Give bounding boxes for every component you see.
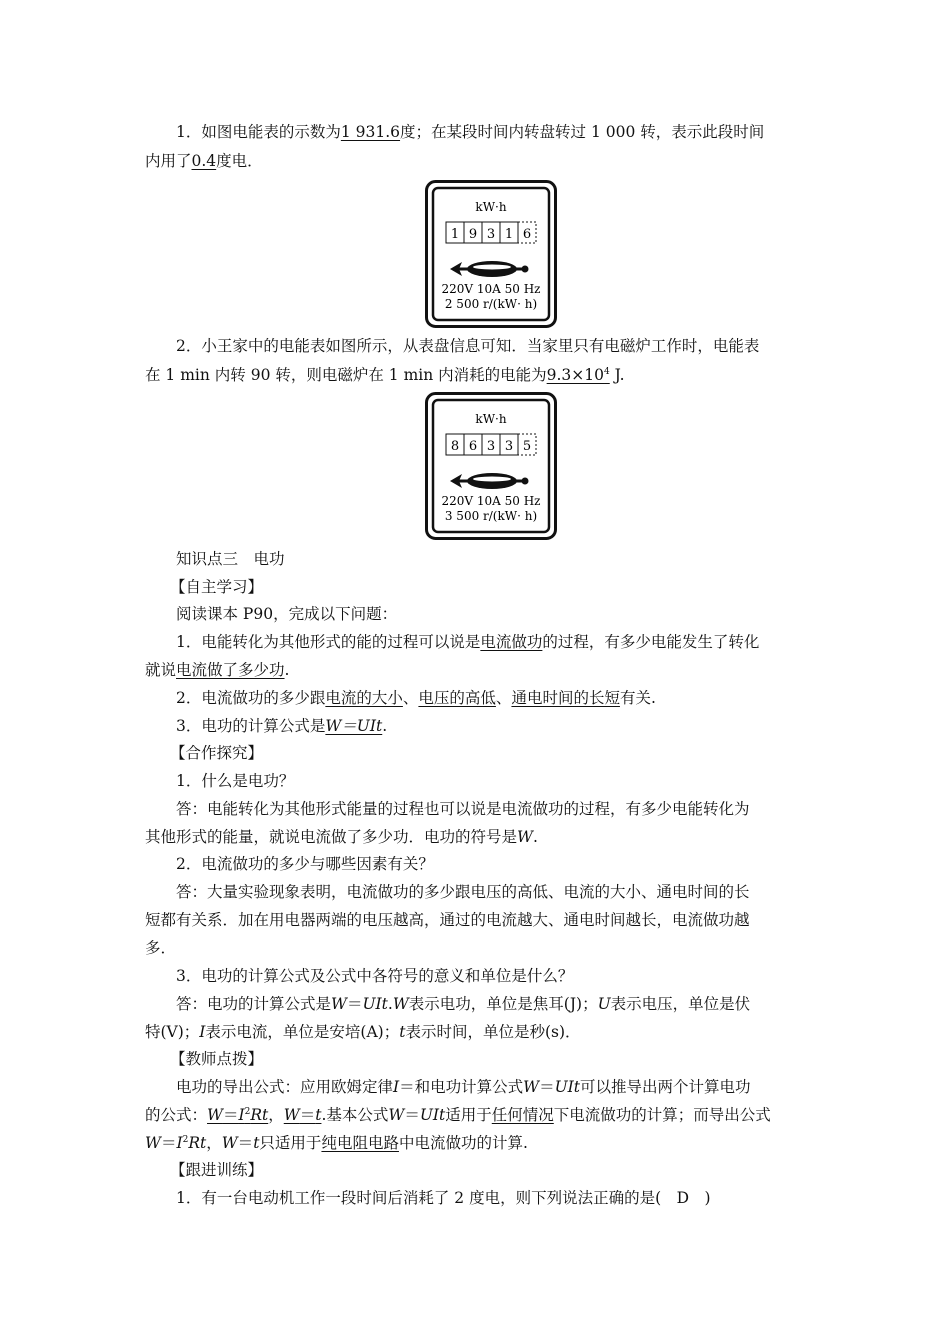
teacher-tip-line-2: 的公式：$W=I^2Rt$，W＝t.基本公式W＝UIt适用于任何情况下电流做功的计算；而导出公式 xyxy=(145,1106,771,1124)
q2-line-2: 在 1 min 内转 90 转，则电磁炉在 1 min 内消耗的电能为$9.3\times 10^4$ J. xyxy=(145,366,625,384)
meter-1-digit: 1 xyxy=(450,227,460,242)
meter-2-digit: 3 xyxy=(486,439,496,454)
derived-formula-2: W＝t xyxy=(283,1106,322,1124)
derived-formula-1: $W=I^2Rt$ xyxy=(207,1106,269,1124)
inquiry-question-1: 1．什么是电功？ xyxy=(176,772,295,790)
inquiry-question-2: 2．电流做功的多少与哪些因素有关？ xyxy=(176,855,434,873)
inquiry-question-3: 3．电功的计算公式及公式中各符号的意义和单位是什么？ xyxy=(176,967,574,985)
self-study-item-3: 3．电功的计算公式是W＝UIt. xyxy=(176,717,388,735)
meter-1-digit: 9 xyxy=(468,227,478,242)
heading-cooperative-inquiry: 【合作探究】 xyxy=(170,744,264,762)
inquiry-answer-1-line-1: 答：电能转化为其他形式能量的过程也可以说是电流做功的过程，有多少电能转化为 xyxy=(176,800,750,818)
heading-follow-up-practice: 【跟进训练】 xyxy=(170,1161,264,1179)
teacher-tip-line-3: $W=I^2Rt$，W＝t只适用于纯电阻电路中电流做功的计算. xyxy=(145,1134,528,1152)
q1-line-1: 1．如图电能表的示数为1 931.6度；在某段时间内转盘转过 1 000 转，表示此段时间 xyxy=(176,123,765,141)
heading-teacher-tips: 【教师点拨】 xyxy=(170,1050,264,1068)
meter-1-unit: kW·h xyxy=(475,200,507,214)
inquiry-answer-1-line-2: 其他形式的能量，就说电流做了多少功．电功的符号是W. xyxy=(145,828,538,846)
q2-line-1: 2．小王家中的电能表如图所示，从表盘信息可知．当家里只有电磁炉工作时，电能表 xyxy=(176,337,760,355)
answer-energy-used: 0.4 xyxy=(191,152,217,170)
inquiry-answer-3-line-2: 特(V)；I表示电流，单位是安培(A)；t表示时间，单位是秒(s)． xyxy=(145,1023,581,1041)
inquiry-answer-3-line-1: 答：电功的计算公式是W＝UIt.W表示电功，单位是焦耳(J)；U表示电压，单位是伏 xyxy=(176,995,751,1013)
meter-2-digit: 8 xyxy=(450,439,460,454)
practice-question-1: 1．有一台电动机工作一段时间后消耗了 2 度电，则下列说法正确的是( D ) xyxy=(176,1189,711,1207)
self-study-item-1-line-1: 1．电能转化为其他形式的能的过程可以说是电流做功的过程，有多少电能发生了转化 xyxy=(176,633,760,651)
meter-2-unit: kW·h xyxy=(475,412,507,426)
q1-line-2: 内用了0.4度电． xyxy=(145,152,263,170)
inquiry-answer-2-line-3: 多． xyxy=(145,939,177,957)
heading-self-study: 【自主学习】 xyxy=(170,578,264,596)
section-title: 知识点三 电功 xyxy=(176,550,285,568)
answer-meter-reading: 1 931.6 xyxy=(340,123,401,141)
meter-2-spec-rating: 220V 10A 50 Hz xyxy=(441,494,541,508)
meter-2-spec-revolutions: 3 500 r/(kW· h) xyxy=(444,509,538,523)
meter-1-digit-decimal: 6 xyxy=(522,227,532,242)
meter-1-digit: 3 xyxy=(486,227,496,242)
electric-meter-1 xyxy=(425,180,557,328)
meter-2-digit: 6 xyxy=(468,439,478,454)
reading-instruction: 阅读课本 P90，完成以下问题： xyxy=(176,605,398,623)
answer-energy-consumed: $9.3\times 10^4$ xyxy=(546,366,610,384)
meter-1-spec-rating: 220V 10A 50 Hz xyxy=(441,282,541,296)
teacher-tip-line-1: 电功的导出公式：应用欧姆定律I＝和电功计算公式W＝UIt可以推导出两个计算电功 xyxy=(176,1078,751,1096)
inquiry-answer-2-line-2: 短都有关系．加在用电器两端的电压越高，通过的电流越大、通电时间越长，电流做功越 xyxy=(145,911,750,929)
meter-2-digit-decimal: 5 xyxy=(522,439,532,454)
meter-2-digit: 3 xyxy=(504,439,514,454)
self-study-item-2: 2．电流做功的多少跟电流的大小、电压的高低、通电时间的长短有关. xyxy=(176,689,656,707)
meter-1-digit: 1 xyxy=(504,227,514,242)
meter-1-spec-revolutions: 2 500 r/(kW· h) xyxy=(444,297,538,311)
inquiry-answer-2-line-1: 答：大量实验现象表明，电流做功的多少跟电压的高低、电流的大小、通电时间的长 xyxy=(176,883,750,901)
self-study-item-1-line-2: 就说电流做了多少功. xyxy=(145,661,290,679)
electric-meter-2 xyxy=(425,392,557,540)
